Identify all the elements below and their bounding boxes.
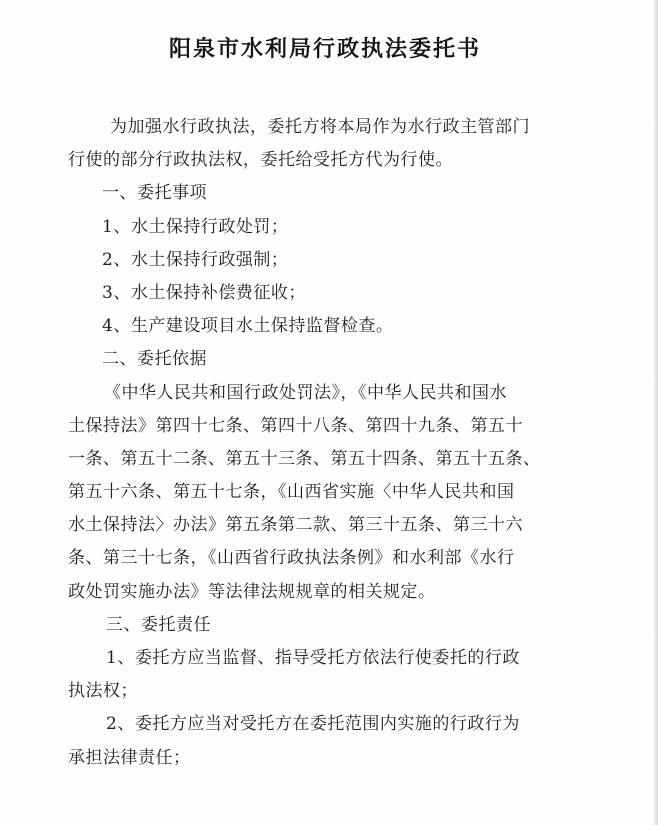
section-heading: 二、委托依据 — [102, 349, 207, 370]
paragraph-line: 条、第三十七条，《山西省行政执法条例》和水利部《水行 — [68, 548, 515, 569]
section-heading: 一、委托事项 — [102, 183, 207, 204]
paragraph-line: 行使的部分行政执法权，委托给受托方代为行使。 — [68, 150, 453, 171]
list-item: 4、生产建设项目水土保持监督检查。 — [102, 316, 394, 337]
paragraph-line: 第五十六条、第五十七条，《山西省实施〈中华人民共和国 — [68, 482, 515, 503]
page-edge-shadow — [654, 0, 658, 825]
paragraph-line: 为加强水行政执法，委托方将本局作为水行政主管部门 — [110, 117, 530, 137]
section-heading: 三、委托责任 — [106, 614, 211, 635]
paragraph-line: 一条、第五十二条、第五十三条、第五十四条、第五十五条、 — [68, 448, 541, 469]
document-title: 阳泉市水利局行政执法委托书 — [168, 36, 481, 62]
list-item: 3、水土保持补偿费征收； — [102, 282, 306, 303]
list-item: 1、水土保持行政处罚； — [102, 216, 289, 237]
paragraph-line: 承担法律责任； — [68, 747, 191, 768]
paragraph-line: 政处罚实施办法》等法律法规规章的相关规定。 — [68, 581, 436, 602]
list-item: 2、水土保持行政强制； — [102, 249, 289, 270]
document-body — [68, 111, 573, 775]
paragraph-line: 土保持法》第四十七条、第四十八条、第四十九条、第五十 — [68, 415, 523, 436]
list-item: 2、委托方应当对受托方在委托范围内实施的行政行为 — [106, 714, 520, 735]
paragraph-line: 执法权； — [68, 681, 138, 702]
paragraph-line: 水土保持法〉办法》第五条第二款、第三十五条、第三十六 — [68, 515, 523, 536]
list-item: 1、委托方应当监督、指导受托方依法行使委托的行政 — [106, 648, 520, 668]
paragraph-line: 《中华人民共和国行政处罚法》，《中华人民共和国水 — [104, 382, 507, 403]
